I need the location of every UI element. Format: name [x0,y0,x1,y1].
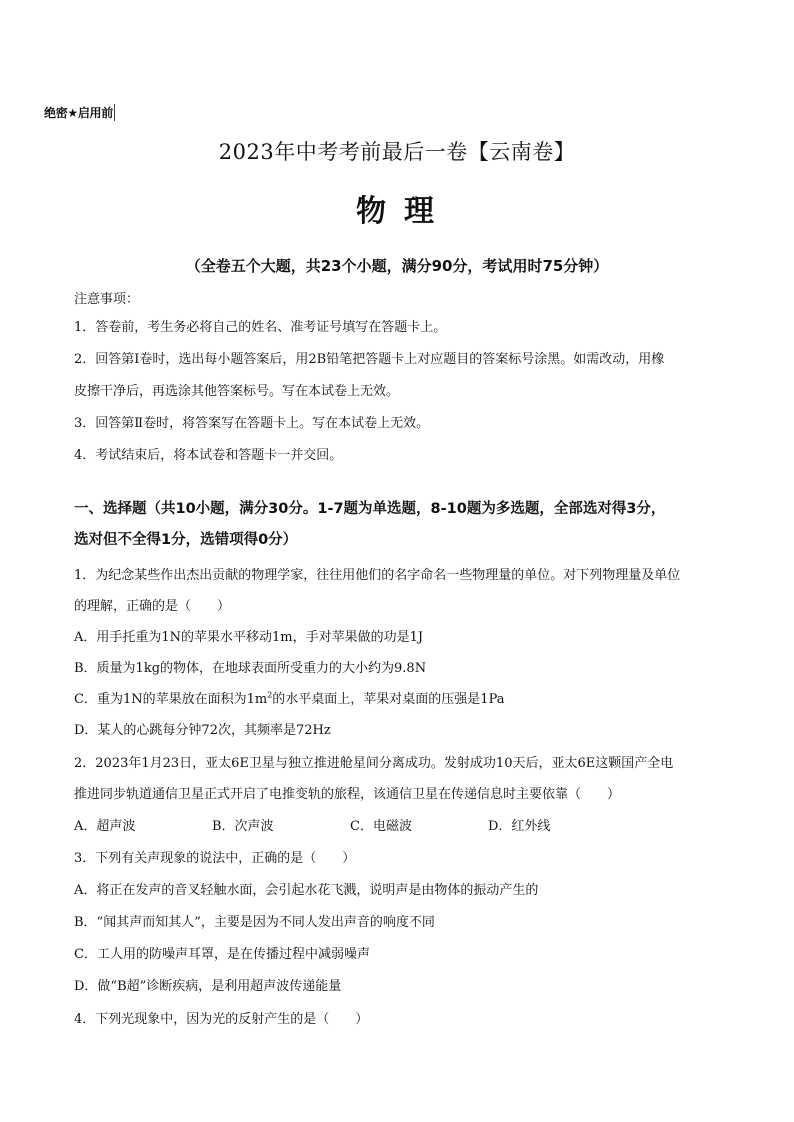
notes-heading: 注意事项： [74,292,140,307]
question-4-stem: 4．下列光现象中，因为光的反射产生的是（ ） [74,1012,369,1027]
question-3-stem: 3．下列有关声现象的说法中，正确的是（ ） [74,851,356,866]
question-1-option-b: B．质量为1kg的物体，在地球表面所受重力的大小约为9.8N [74,661,427,676]
confidential-label: 绝密★启用前 [44,106,113,120]
section-heading: 一、选择题（共10小题，满分30分。1-7题为单选题，8-10题为多选题，全部选对得3分， [74,501,666,517]
note-item: 1．答卷前，考生务必将自己的姓名、准考证号填写在答题卡上。 [74,320,447,335]
exam-title: 2023年中考考前最后一卷【云南卷】 [218,140,576,164]
question-1-option-a: A．用手托重为1N的苹果水平移动1m，手对苹果做的功是1J [74,630,424,645]
question-2-option-a: A．超声波 [74,819,136,834]
question-3-option-d: D．做“B超”诊断疾病，是利用超声波传递能量 [74,979,342,994]
note-item: 3．回答第Ⅱ卷时，将答案写在答题卡上。写在本试卷上无效。 [74,416,430,431]
note-item: 皮擦干净后，再选涂其他答案标号。写在本试卷上无效。 [74,384,400,399]
question-3-option-a: A．将正在发声的音叉轻触水面，会引起水花飞溅，说明声是由物体的振动产生的 [74,883,539,898]
option-c-text: C．重为1N的苹果放在面积为1m [74,692,268,707]
question-1-stem: 1．为纪念某些作出杰出贡献的物理学家，往往用他们的名字命名一些物理量的单位。对下列物理量及单位 [74,568,681,583]
question-2-option-b: B．次声波 [212,819,274,834]
subject-title: 物理 [356,194,452,229]
note-item: 2．回答第Ⅰ卷时，选出每小题答案后，用2B铅笔把答题卡上对应题目的答案标号涂黑。如需改动，用橡 [74,352,665,367]
question-3-option-b: B．“闻其声而知其人”，主要是因为不同人发出声音的响度不同 [74,915,435,930]
section-heading: 选对但不全得1分，选错项得0分） [74,532,298,548]
question-1-option-c [74,690,504,710]
exam-info: （全卷五个大题，共23个小题，满分90分，考试用时75分钟） [185,257,609,275]
option-c-text: 的水平桌面上，苹果对桌面的压强是1Pa [272,692,505,707]
question-2-stem: 推进同步轨道通信卫星正式开启了电推变轨的旅程，该通信卫星在传递信息时主要依靠（ ） [74,787,621,802]
superscript: 2 [267,690,273,700]
question-2-option-d: D．红外线 [488,819,551,834]
question-3-option-c: C．工人用的防噪声耳罩，是在传播过程中减弱噪声 [74,947,370,962]
question-2-option-c: C．电磁波 [350,819,412,834]
question-1-option-d: D．某人的心跳每分钟72次，其频率是72Hz [74,723,331,738]
question-2-options [74,817,626,837]
question-1-stem: 的理解，正确的是（ ） [74,599,231,614]
question-2-stem: 2．2023年1月23日，亚太6E卫星与独立推进舱星间分离成功。发射成功10天后，亚太6E这颗国产全电 [74,756,674,771]
note-item: 4．考试结束后，将本试卷和答题卡一并交回。 [74,448,343,463]
